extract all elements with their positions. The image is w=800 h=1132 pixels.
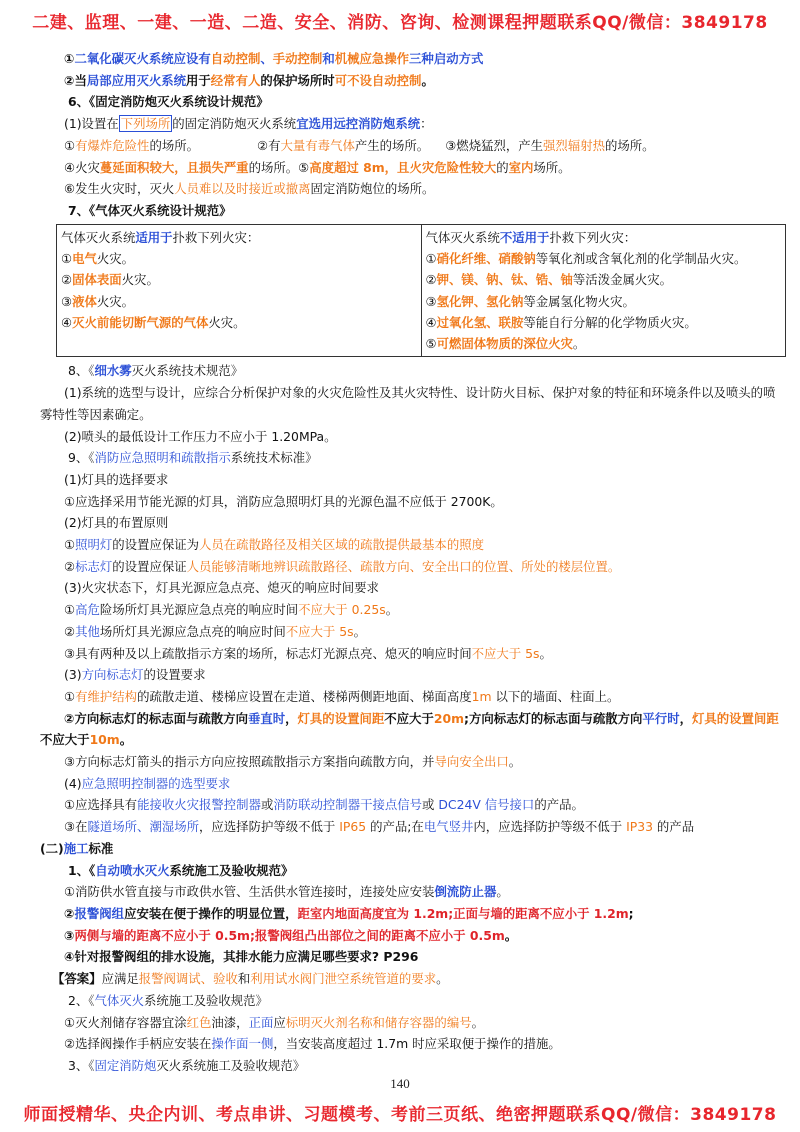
text: 局部应用灭火系统 bbox=[86, 72, 187, 88]
text: 灭火前能切断气源的气体 bbox=[72, 314, 209, 330]
text: ，应选择防护等级不低于 bbox=[199, 819, 340, 835]
text: 场所。 bbox=[533, 159, 571, 175]
list-item bbox=[40, 643, 780, 665]
text: 10m bbox=[89, 732, 120, 748]
co2-line-2 bbox=[40, 70, 780, 92]
text: 有爆炸危险性 bbox=[75, 137, 150, 153]
text: 照明灯 bbox=[75, 537, 113, 553]
text: 9、《 bbox=[68, 450, 95, 466]
text: ： bbox=[420, 116, 433, 132]
text: ① bbox=[64, 537, 76, 553]
text: 强烈辐射热 bbox=[543, 137, 605, 153]
text: 报警阀调试、验收 bbox=[138, 971, 238, 987]
text: 和 bbox=[237, 971, 251, 987]
text: 等金属氢化物火灾。 bbox=[523, 293, 635, 309]
text: 细水雾 bbox=[94, 363, 132, 379]
section-8-para-2: (2)喷头的最低设计工作压力不应小于 1.20MPa。 bbox=[64, 428, 337, 444]
text: 硝化纤维、硝酸钠 bbox=[436, 250, 536, 266]
text: 不适用于 bbox=[499, 229, 550, 245]
text: 。 bbox=[353, 623, 366, 639]
text: 机械应急操作 bbox=[334, 51, 410, 66]
text: ② bbox=[425, 272, 437, 288]
text: 的 bbox=[496, 159, 509, 175]
section-6-intro bbox=[40, 113, 780, 135]
list-item bbox=[40, 621, 780, 643]
text: 方向标志灯 bbox=[81, 667, 144, 683]
text: 应急照明控制器的选型要求 bbox=[81, 775, 231, 791]
text: ③ bbox=[64, 927, 75, 943]
text: 【答案】 bbox=[52, 971, 102, 987]
text: 火灾。 bbox=[121, 272, 159, 288]
text: ③方向标志灯箭头的指示方向应按照疏散指示方案指向疏散方向，并 bbox=[64, 754, 435, 770]
text: 等氧化剂或含氧化剂的化学制品火灾。 bbox=[535, 250, 747, 266]
text: ③ bbox=[425, 293, 437, 309]
text: 人员在疏散路径及相关区域的疏散提供最基本的照度 bbox=[199, 537, 484, 553]
text: 内，应选择防护等级不低于 bbox=[473, 819, 627, 835]
list-item: ④针对报警阀组的排水设施，其排水能力应满足哪些要求? P296 bbox=[64, 949, 419, 965]
text: 的场所。 bbox=[248, 159, 299, 175]
text: 20m bbox=[433, 710, 464, 726]
text: 扑救下列火灾： bbox=[172, 229, 260, 245]
text: ① bbox=[64, 51, 75, 66]
section-6-title: 6、《固定消防炮灭火系统设计规范》 bbox=[68, 94, 269, 110]
list-item bbox=[426, 269, 782, 290]
text: 消防联动控制器干接点信号 bbox=[273, 797, 423, 813]
text: 可燃固体物质的深位火灾 bbox=[436, 336, 573, 352]
text: 可不设自动控制 bbox=[334, 72, 422, 88]
list-item bbox=[426, 248, 782, 269]
text: ② bbox=[61, 272, 73, 288]
text: ， bbox=[679, 710, 692, 726]
text: 倒流防止器 bbox=[434, 884, 497, 900]
text: 等活泼金属火灾。 bbox=[572, 272, 673, 288]
subheading bbox=[40, 664, 780, 686]
text: (4) bbox=[64, 775, 82, 791]
subheading: (1)灯具的选择要求 bbox=[64, 471, 169, 487]
text: 的产品;在 bbox=[366, 819, 424, 835]
subheading bbox=[40, 773, 780, 795]
text: ④火灾 bbox=[64, 159, 100, 175]
text: ⑤ bbox=[298, 159, 310, 175]
text: IP65 bbox=[339, 819, 367, 835]
list-item bbox=[40, 794, 780, 816]
text: 扑救下列火灾： bbox=[549, 229, 637, 245]
list-item bbox=[40, 686, 780, 708]
page-content bbox=[40, 48, 780, 1077]
text: 的固定消防炮灭火系统 bbox=[172, 116, 297, 132]
text: 系统施工及验收规范》 bbox=[144, 992, 268, 1008]
text: 系统施工及验收规范》 bbox=[169, 862, 294, 878]
text: 不应大于 bbox=[384, 710, 434, 726]
list-item bbox=[40, 1012, 780, 1034]
text: 消防应急照明和疏散指示 bbox=[94, 450, 231, 466]
section-6-row-1 bbox=[40, 135, 780, 157]
text: ⑤ bbox=[425, 336, 437, 352]
part-2-item-3-title bbox=[40, 1055, 780, 1077]
section-6-row-3 bbox=[40, 178, 780, 200]
list-item bbox=[40, 708, 780, 751]
text: 人员能够清晰地辨识疏散路径、疏散方向、安全出口的位置、所处的楼层位置。 bbox=[186, 558, 621, 574]
text: 。 bbox=[572, 336, 586, 352]
text: ② bbox=[64, 623, 76, 639]
subheading: (3)火灾状态下，灯具光源应急点亮、熄灭的响应时间要求 bbox=[64, 580, 379, 596]
text: 不应大于 5s bbox=[285, 623, 354, 639]
text: 的场所。 bbox=[149, 137, 200, 153]
text: 自动控制 bbox=[210, 51, 261, 66]
not-applicable-head bbox=[426, 227, 782, 248]
text: 。 bbox=[471, 1014, 484, 1030]
text: 固定消防炮 bbox=[94, 1057, 157, 1073]
top-banner: 二建、监理、一建、一造、二造、安全、消防、咨询、检测课程押题联系QQ/微信：3849178 bbox=[32, 13, 768, 33]
list-item bbox=[40, 925, 780, 947]
text: ① bbox=[425, 250, 437, 266]
text: 灭火系统技术规范》 bbox=[131, 363, 244, 379]
text: ①灭火剂储存容器宜涂 bbox=[64, 1014, 187, 1030]
text: 、 bbox=[260, 51, 273, 66]
text: ②选择阀操作手柄应安装在 bbox=[64, 1036, 212, 1052]
list-item bbox=[61, 269, 417, 290]
text: 和 bbox=[322, 51, 335, 66]
text: 红色 bbox=[186, 1014, 212, 1030]
section-8-title bbox=[40, 360, 780, 382]
list-item bbox=[40, 751, 780, 773]
text: 的场所。 bbox=[605, 137, 655, 153]
list-item bbox=[40, 903, 780, 925]
text: 标准 bbox=[88, 840, 114, 856]
applicable-column bbox=[57, 224, 422, 357]
text: 火灾。 bbox=[96, 293, 135, 309]
text: 下列场所 bbox=[120, 116, 171, 132]
text: 平行时 bbox=[642, 710, 680, 726]
text: 的产品 bbox=[652, 819, 695, 835]
text: ① bbox=[64, 137, 76, 153]
text: 钾、镁、钠、钛、锆、铀 bbox=[436, 272, 573, 288]
text: 施工 bbox=[63, 840, 89, 856]
text: 气体灭火系统 bbox=[61, 229, 136, 245]
list-item bbox=[426, 312, 782, 333]
text: 油漆， bbox=[211, 1014, 249, 1030]
list-item bbox=[40, 816, 780, 838]
text: ① bbox=[64, 602, 76, 618]
text: 用于 bbox=[186, 72, 211, 88]
text: 应满足 bbox=[101, 971, 139, 987]
text: 过氧化氢、联胺 bbox=[436, 314, 524, 330]
text: 不应大于 0.25s bbox=[298, 602, 386, 618]
text: ①应选择具有 bbox=[64, 797, 138, 813]
text: 自动喷水灭火 bbox=[95, 862, 170, 878]
text: ②方向标志灯的标志面与疏散方向 bbox=[64, 710, 248, 726]
text: 距室内地面高度宜为 1.2m;正面与墙的距离不应小于 1.2m bbox=[297, 905, 629, 921]
co2-line-1 bbox=[40, 48, 780, 70]
text: 或 bbox=[260, 797, 274, 813]
text: 正面 bbox=[248, 1014, 274, 1030]
text: 火灾。 bbox=[96, 250, 135, 266]
text: 利用试水阀门泄空系统管道的要求 bbox=[250, 971, 437, 987]
text: ⑥发生火灾时，灭火 bbox=[64, 181, 175, 197]
text: 应安装在便于操作的明显位置， bbox=[124, 905, 298, 921]
text: 灯具的设置间距 bbox=[297, 710, 385, 726]
text: 蔓延面积较大，且损失严重 bbox=[99, 159, 249, 175]
text: 隧道场所、潮湿场所 bbox=[87, 819, 200, 835]
text: 。 bbox=[539, 645, 552, 661]
text: 不应大于 5s bbox=[471, 645, 540, 661]
gas-suppression-table bbox=[56, 224, 786, 358]
text: 的设置应保证为 bbox=[112, 537, 200, 553]
text: 等能自行分解的化学物质火灾。 bbox=[523, 314, 697, 330]
text: 氢化钾、氢化钠 bbox=[436, 293, 524, 309]
text: 以下的墙面、柱面上。 bbox=[491, 688, 620, 704]
text: 。 bbox=[496, 884, 509, 900]
text: ① bbox=[61, 250, 73, 266]
text: ④ bbox=[425, 314, 437, 330]
text: 二氧化碳灭火系统应设有 bbox=[74, 51, 211, 66]
text: 高度超过 8m，且火灾危险性较大 bbox=[309, 159, 497, 175]
text: ③具有两种及以上疏散指示方案的场所，标志灯光源点亮、熄灭的响应时间 bbox=[64, 645, 472, 661]
text: 灭火系统施工及验收规范》 bbox=[156, 1057, 306, 1073]
text: 经常有人 bbox=[210, 72, 261, 88]
text: 有维护结构 bbox=[75, 688, 138, 704]
section-8-para-1: (1)系统的选型与设计，应综合分析保护对象的火灾危险性及其火灾特性、设计防火目标、保护对象的特征和环境条件以及喷头的喷雾特性等因素确定。 bbox=[40, 385, 776, 422]
text: 应 bbox=[273, 1014, 286, 1030]
bottom-banner: 师面授精华、央企内训、考点串讲、习题模考、考前三页纸、绝密押题联系QQ/微信：3849178 bbox=[23, 1105, 777, 1125]
text: ①消防供水管直接与市政供水管、生活供水管连接时，连接处应安装 bbox=[64, 884, 435, 900]
text: 室内 bbox=[508, 159, 534, 175]
text: 。 bbox=[504, 927, 518, 943]
part-2-item-2-title bbox=[40, 990, 780, 1012]
answer bbox=[40, 968, 780, 990]
list-item bbox=[426, 291, 782, 312]
text: ②当 bbox=[64, 72, 87, 88]
text: 固体表面 bbox=[72, 272, 122, 288]
text: ②有 bbox=[257, 137, 281, 153]
text: ，当安装高度超过 1.7m 时应采取便于操作的措施。 bbox=[273, 1036, 561, 1052]
text: 或 bbox=[422, 797, 439, 813]
text: 电气竖井 bbox=[423, 819, 474, 835]
text: 垂直时 bbox=[247, 710, 286, 726]
text: 气体灭火系统 bbox=[425, 229, 500, 245]
applicable-head bbox=[61, 227, 417, 248]
text: 。 bbox=[385, 602, 399, 618]
text: 灯具的设置间距 bbox=[691, 710, 779, 726]
section-9-title bbox=[40, 447, 780, 469]
list-item bbox=[40, 1033, 780, 1055]
list-item bbox=[40, 534, 780, 556]
text: (二) bbox=[40, 840, 64, 856]
text: 产生的场所。 bbox=[354, 137, 430, 153]
text: 的疏散走道、楼梯应设置在走道、楼梯两侧距地面、梯面高度 bbox=[137, 688, 472, 704]
list-item bbox=[40, 556, 780, 578]
list-item bbox=[61, 312, 417, 333]
text: 。 bbox=[508, 754, 522, 770]
subheading: (2)灯具的布置原则 bbox=[64, 515, 169, 531]
list-item bbox=[40, 881, 780, 903]
part-2-item-1-title bbox=[40, 860, 780, 882]
text: 宜选用远控消防炮系统 bbox=[296, 116, 421, 132]
text: 手动控制 bbox=[272, 51, 323, 66]
text: (3) bbox=[64, 667, 82, 683]
page-number: 140 bbox=[390, 1076, 410, 1091]
text: 两侧与墙的距离不应小于 0.5m;报警阀组凸出部位之间的距离不应小于 0.5m bbox=[74, 927, 505, 943]
text: ③燃烧猛烈，产生 bbox=[445, 137, 544, 153]
text: ② bbox=[64, 905, 75, 921]
text: 其他 bbox=[75, 623, 100, 639]
part-2-title bbox=[40, 838, 780, 860]
text: 的设置要求 bbox=[143, 667, 206, 683]
text: 液体 bbox=[72, 293, 97, 309]
text: ; bbox=[628, 905, 634, 921]
section-6-row-2 bbox=[40, 157, 780, 179]
text: ， bbox=[285, 710, 298, 726]
text: 气体灭火 bbox=[94, 992, 145, 1008]
text: 固定消防炮位的场所。 bbox=[310, 181, 435, 197]
list-item: ①应选择采用节能光源的灯具，消防应急照明灯具的光源色温不应低于 2700K。 bbox=[64, 493, 503, 509]
text: 的设置应保证 bbox=[112, 558, 187, 574]
list-item bbox=[61, 248, 417, 269]
text: 高危 bbox=[75, 602, 100, 618]
text: ③ bbox=[61, 293, 73, 309]
text: 1m bbox=[471, 688, 492, 704]
text: DC24V 信号接口 bbox=[438, 797, 535, 813]
text: 大量有毒气体 bbox=[280, 137, 355, 153]
text: 人员难以及时接近或撤离 bbox=[174, 181, 311, 197]
text: 1、《 bbox=[68, 862, 96, 878]
text: ② bbox=[64, 558, 76, 574]
text: 。 bbox=[119, 732, 133, 748]
text: (1)设置在 bbox=[64, 116, 119, 132]
text: 。 bbox=[421, 72, 434, 88]
text: 的产品。 bbox=[534, 797, 584, 813]
text: 系统技术标准》 bbox=[230, 450, 318, 466]
text: 适用于 bbox=[135, 229, 173, 245]
text: 标明灭火剂名称和储存容器的编号 bbox=[285, 1014, 472, 1030]
text: IP33 bbox=[626, 819, 653, 835]
list-item bbox=[40, 599, 780, 621]
text: 3、《 bbox=[68, 1057, 95, 1073]
text: ;方向标志灯的标志面与疏散方向 bbox=[463, 710, 643, 726]
text: 不应大于 bbox=[40, 732, 90, 748]
text: 2、《 bbox=[68, 992, 95, 1008]
text: 三种启动方式 bbox=[409, 51, 484, 66]
text: 电气 bbox=[72, 250, 97, 266]
not-applicable-column bbox=[421, 224, 786, 357]
list-item bbox=[426, 333, 782, 354]
text: ① bbox=[64, 688, 76, 704]
text: 报警阀组 bbox=[74, 905, 125, 921]
text: 。 bbox=[436, 971, 449, 987]
text: 操作面一侧 bbox=[211, 1036, 274, 1052]
text: ③在 bbox=[64, 819, 88, 835]
text: 险场所灯具光源应急点亮的响应时间 bbox=[99, 602, 299, 618]
text: 的保护场所时 bbox=[260, 72, 335, 88]
text: 导向安全出口 bbox=[434, 754, 509, 770]
text: 场所灯具光源应急点亮的响应时间 bbox=[99, 623, 286, 639]
text: ④ bbox=[61, 314, 73, 330]
text: 8、《 bbox=[68, 363, 95, 379]
text: 能接收火灾报警控制器 bbox=[137, 797, 261, 813]
text: 火灾。 bbox=[208, 314, 246, 330]
text: 标志灯 bbox=[75, 558, 113, 574]
section-7-title: 7、《气体灭火系统设计规范》 bbox=[68, 202, 232, 218]
list-item bbox=[61, 291, 417, 312]
